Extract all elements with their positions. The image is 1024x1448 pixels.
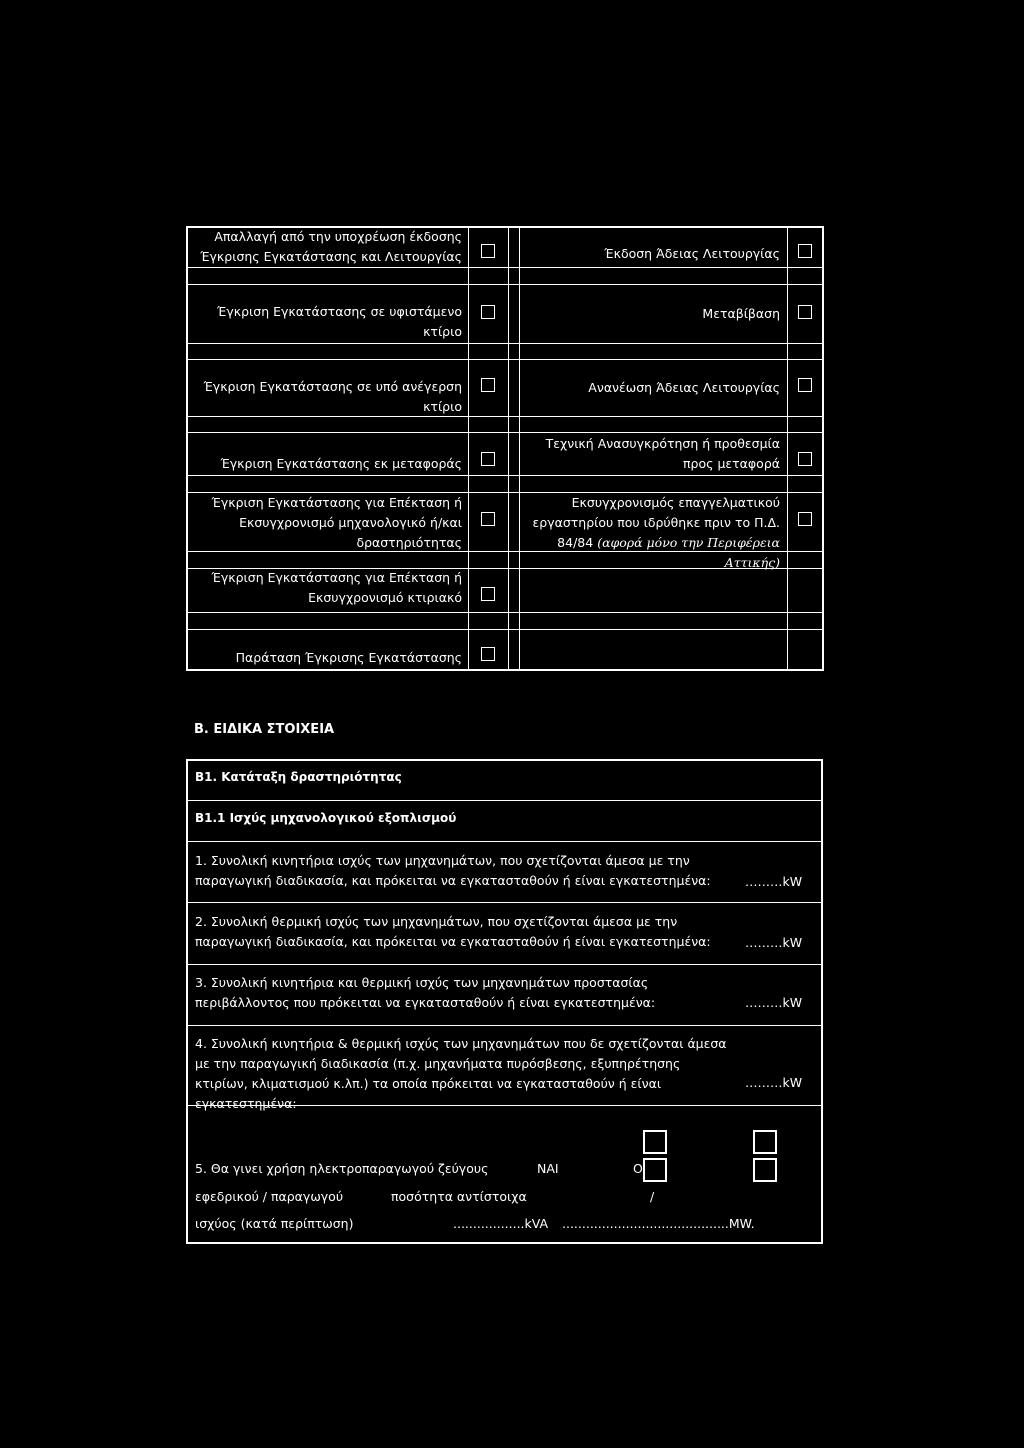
row5-left-checkbox[interactable] <box>481 512 495 526</box>
item2-text: 2. Συνολική θερμική ισχύς των μηχανημάτων, που σχετίζονται άμεσα με την παραγωγική διαδικασία, και πρόκειται να εγκατασταθούν ή είναι εγκατεστημένα: <box>195 914 711 949</box>
row5-left-label: Έγκριση Εγκατάστασης για Επέκταση ή Εκσυγχρονισμό μηχανολογικό ή/και δραστηριότητας <box>211 495 462 550</box>
row1-left-checkbox[interactable] <box>481 244 495 258</box>
row2-right-label: Μεταβίβαση <box>702 306 780 321</box>
row5-right-text: Εκσυγχρονισμός επαγγελματικού εργαστηρίου που ιδρύθηκε πριν το Π.Δ. 84/84 <box>532 495 780 550</box>
row6-left-label: Έγκριση Εγκατάστασης για Επέκταση ή Εκσυγχρονισμό κτιριακό <box>211 570 462 605</box>
row5-right-checkbox[interactable] <box>798 512 812 526</box>
row4-right-label: Τεχνική Ανασυγκρότηση ή προθεσμία προς μεταφορά <box>545 436 780 471</box>
row7-left-label: Παράταση Έγκρισης Εγκατάστασης <box>235 650 462 665</box>
item1-unit: ………kW <box>745 874 803 889</box>
row6-left-checkbox[interactable] <box>481 587 495 601</box>
item4-unit: ………kW <box>745 1075 803 1090</box>
row3-left-label: Έγκριση Εγκατάστασης σε υπό ανέγερση κτίριο <box>203 379 462 414</box>
item4-text: 4. Συνολική κινητήρια & θερμική ισχύς των μηχανημάτων που δε σχετίζονται άμεσα με την παραγωγική διαδικασία (π.χ. μηχανήματα πυρόσβεσης, εξυπηρέτησης κτιρίων, κλιματισμού κ.λπ.) τα οποία πρόκειται να εγκατασταθούν ή είναι εγκατεστημένα: <box>195 1036 727 1111</box>
section-b-heading: Β. ΕΙΔΙΚΑ ΣΤΟΙΧΕΙΑ <box>194 722 335 737</box>
item3-text: 3. Συνολική κινητήρια και θερμική ισχύς των μηχανημάτων προστασίας περιβάλλοντος που πρόκειται να εγκατασταθούν ή είναι εγκατεστημένα: <box>195 975 656 1010</box>
row4-left-checkbox[interactable] <box>481 452 495 466</box>
row5-right-note: (αφορά μόνο την Περιφέρεια Αττικής) <box>597 535 780 570</box>
row3-left-checkbox[interactable] <box>481 378 495 392</box>
mw-field[interactable]: ..........................................MW. <box>562 1216 755 1231</box>
item5-line1: 5. Θα γινει χρήση ηλεκτροπαραγωγού ζεύγους <box>195 1161 489 1176</box>
row2-right-checkbox[interactable] <box>798 305 812 319</box>
row4-left-label: Έγκριση Εγκατάστασης εκ μεταφοράς <box>220 456 462 471</box>
yes-checkbox-top[interactable] <box>643 1130 667 1154</box>
no-checkbox-top[interactable] <box>753 1130 777 1154</box>
yes-checkbox[interactable] <box>643 1158 667 1182</box>
kva-field[interactable]: ..................kVA <box>453 1216 549 1231</box>
row3-right-label: Ανανέωση Άδειας Λειτουργίας <box>588 380 780 395</box>
row4-right-checkbox[interactable] <box>798 452 812 466</box>
row1-right-label: Έκδοση Άδειας Λειτουργίας <box>604 246 780 261</box>
row3-right-checkbox[interactable] <box>798 378 812 392</box>
row5-right-label <box>525 493 780 573</box>
item1-text: 1. Συνολική κινητήρια ισχύς των μηχανημάτων, που σχετίζονται άμεσα με την παραγωγική διαδικασία, και πρόκειται να εγκατασταθούν ή είναι εγκατεστημένα: <box>195 853 711 888</box>
row1-right-checkbox[interactable] <box>798 244 812 258</box>
item5-line3: ισχύος (κατά περίπτωση) <box>195 1216 354 1231</box>
b11-heading: Β1.1 Ισχύς μηχανολογικού εξοπλισμού <box>195 811 457 825</box>
item5-slash: / <box>650 1189 655 1204</box>
item3-unit: ………kW <box>745 995 803 1010</box>
item5-no-label: Ο <box>633 1161 643 1176</box>
item2-unit: ………kW <box>745 935 803 950</box>
row1-left-label: Απαλλαγή από την υποχρέωση έκδοσης Έγκρισης Εγκατάστασης και Λειτουργίας <box>200 229 462 264</box>
b1-heading: Β1. Κατάταξη δραστηριότητας <box>195 770 402 784</box>
no-checkbox[interactable] <box>753 1158 777 1182</box>
row2-left-checkbox[interactable] <box>481 305 495 319</box>
item5-line2a: εφεδρικού / παραγωγού <box>195 1189 344 1204</box>
item5-yes-label: ΝΑΙ <box>537 1161 559 1176</box>
row2-left-label: Έγκριση Εγκατάστασης σε υφιστάμενο κτίριο <box>217 304 462 339</box>
item5-line2b: ποσότητα αντίστοιχα <box>391 1189 527 1204</box>
row7-left-checkbox[interactable] <box>481 647 495 661</box>
